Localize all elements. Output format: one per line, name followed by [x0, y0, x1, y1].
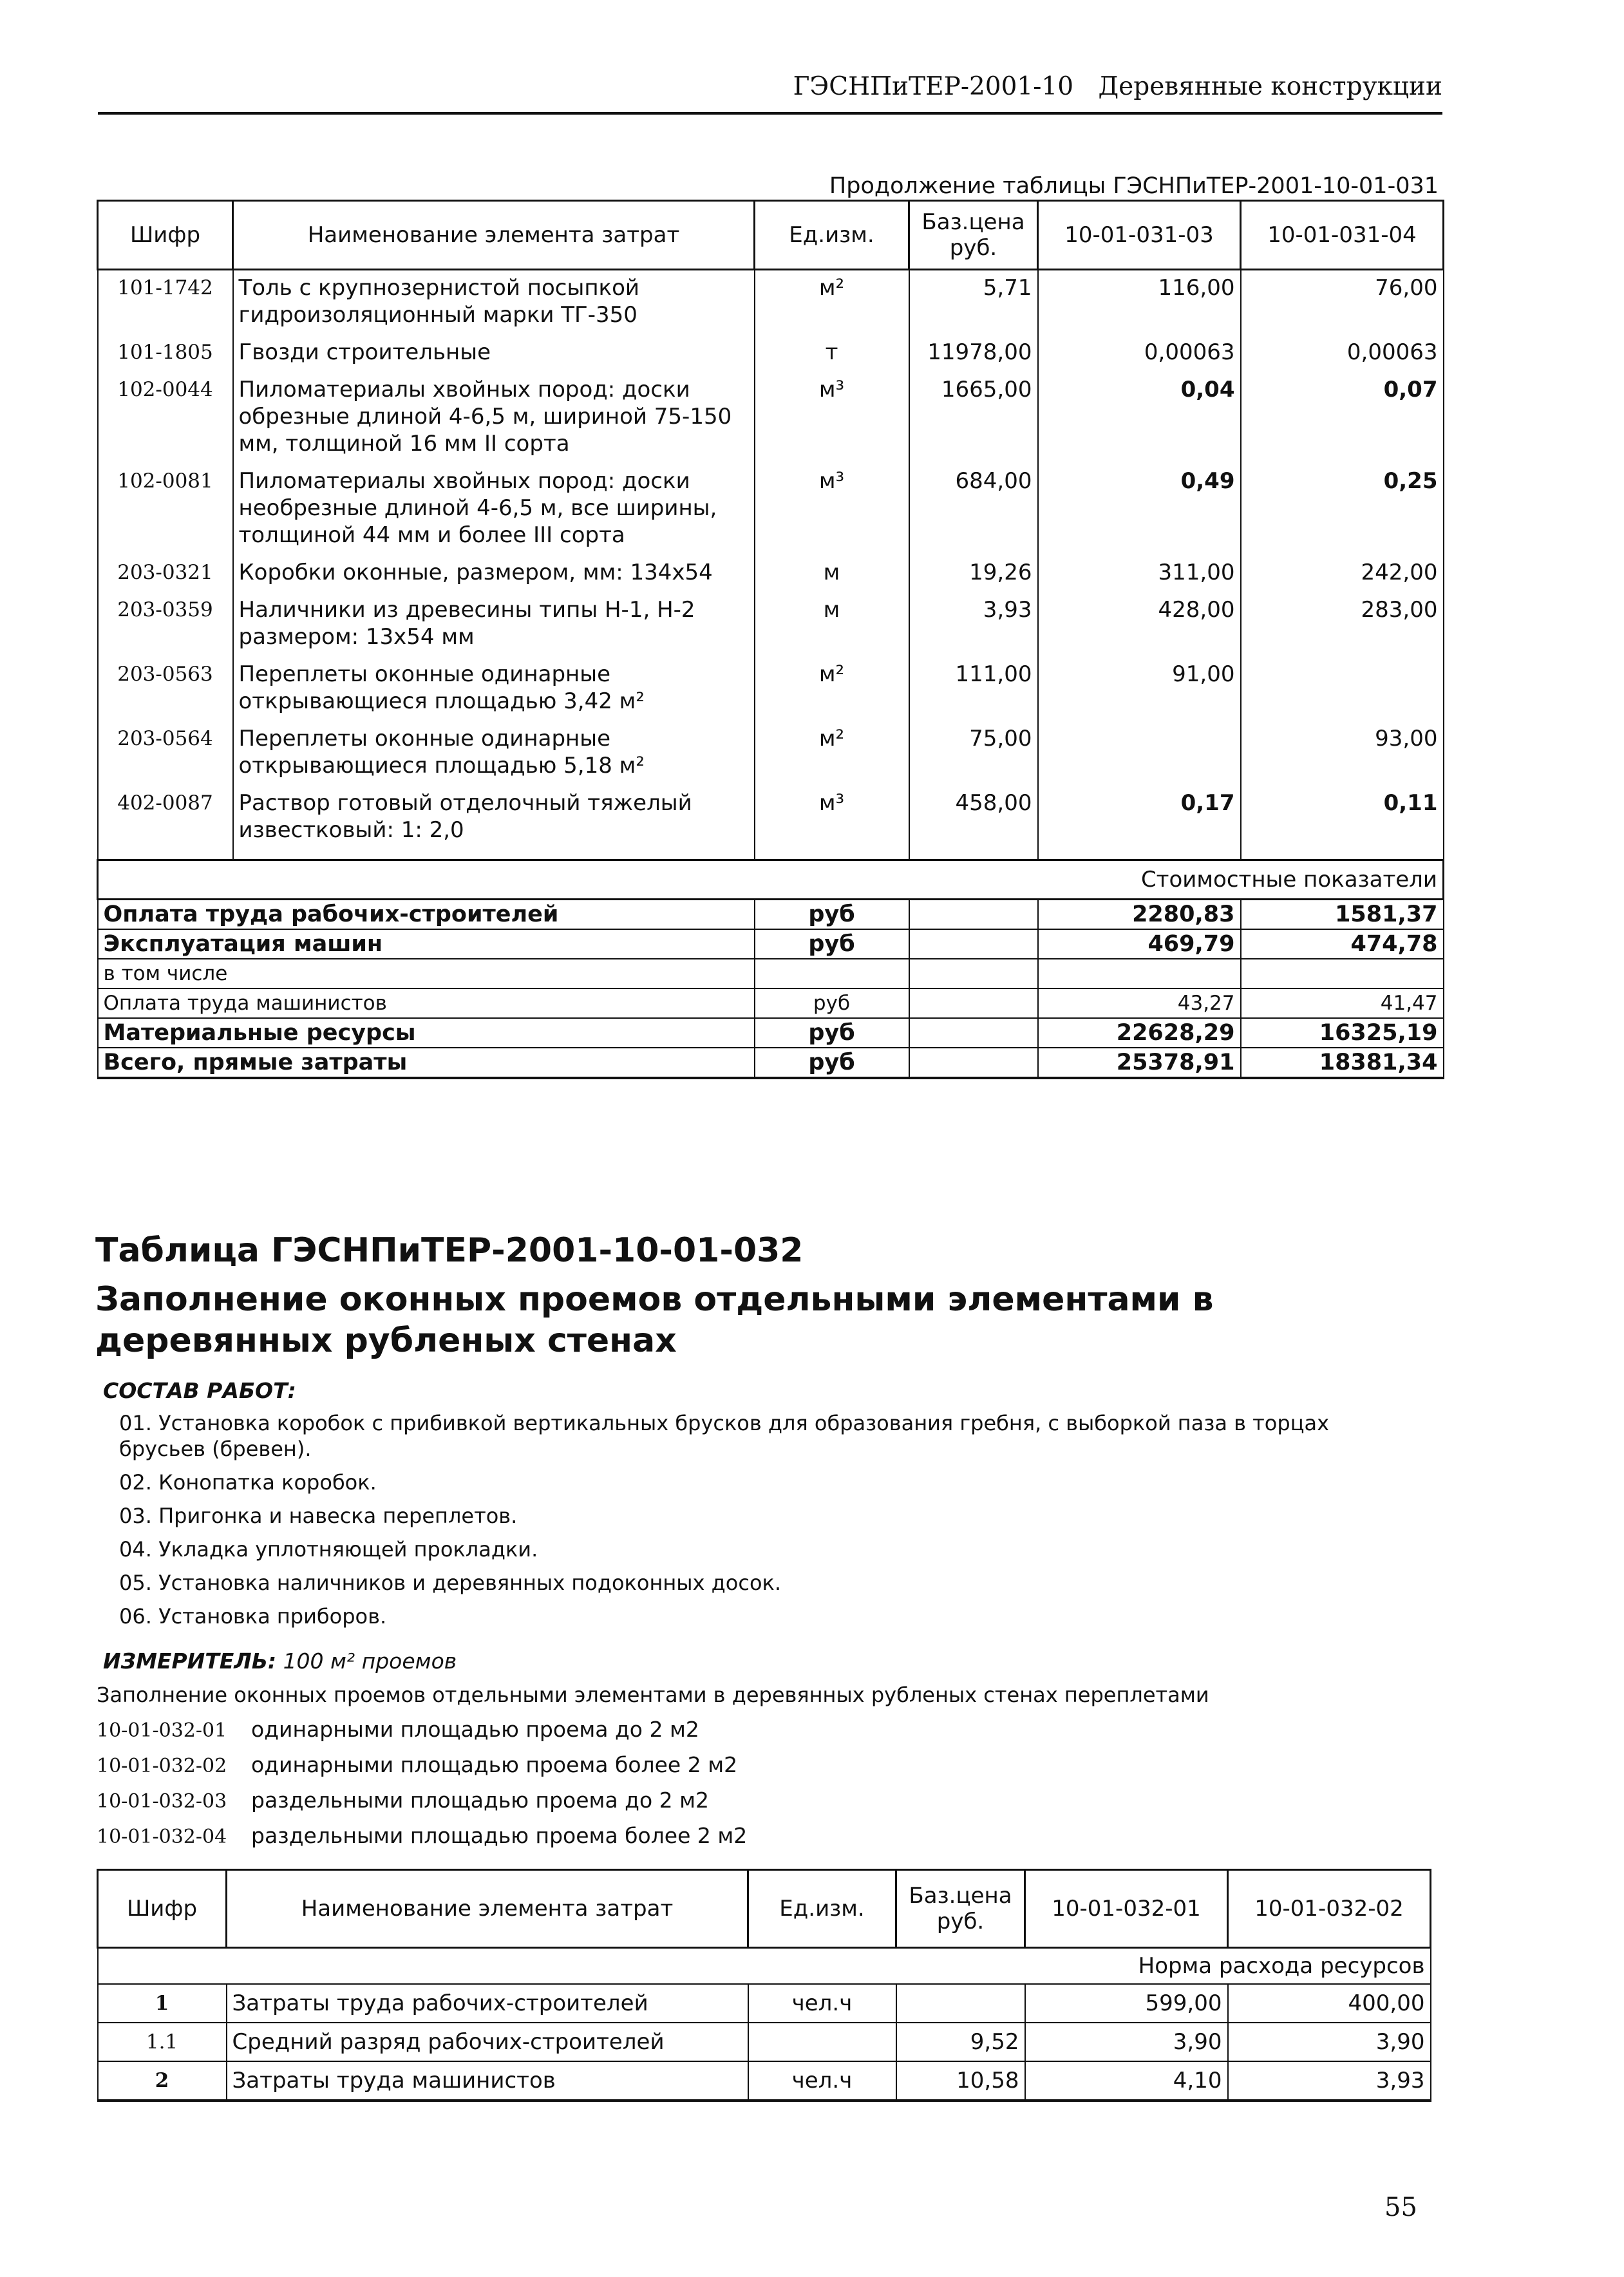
row-unit: [748, 2023, 896, 2061]
work-item: 04. Укладка уплотняющей прокладки.: [119, 1537, 538, 1562]
summary-price-empty: [909, 1048, 1038, 1078]
row-name: Раствор готовый отделочный тяжелый известковый: 1: 2,0: [233, 786, 755, 860]
header-title: Деревянные конструкции: [1098, 72, 1442, 101]
row-unit: м: [755, 555, 909, 592]
table-body: [98, 270, 1444, 1079]
row-name: Затраты труда машинистов: [227, 2061, 748, 2101]
row-value-1: 599,00: [1025, 1984, 1228, 2023]
code-item: [97, 1717, 747, 1752]
summary-value-1: 43,27: [1038, 988, 1241, 1018]
summary-row: [98, 959, 1444, 988]
row-value-2: 3,90: [1228, 2023, 1431, 2061]
row-code: 2: [98, 2061, 227, 2101]
row-code: 402-0087: [98, 786, 233, 860]
row-name: Пиломатериалы хвойных пород: доски обрезные длиной 4-6,5 м, шириной 75-150 мм, толщиной 16 мм II сорта: [233, 372, 755, 464]
column-header-unit: Ед.изм.: [748, 1870, 896, 1948]
table-row: [98, 721, 1444, 786]
row-price: 3,93: [909, 592, 1038, 657]
code-item: [97, 1788, 747, 1823]
row-price: 75,00: [909, 721, 1038, 786]
row-value-2: 0,00063: [1241, 335, 1444, 372]
column-header-code: Шифр: [98, 201, 233, 270]
row-unit: м²: [755, 721, 909, 786]
code-item-text: раздельными площадью проема более 2 м2: [251, 1823, 748, 1848]
summary-value-1: 22628,29: [1038, 1018, 1241, 1048]
table-title: Таблица ГЭСНПиТЕР-2001-10-01-032: [95, 1231, 804, 1270]
summary-name: Оплата труда рабочих-строителей: [98, 900, 755, 930]
summary-name: Оплата труда машинистов: [98, 988, 755, 1018]
summary-value-2: 18381,34: [1241, 1048, 1444, 1078]
row-unit: м²: [755, 270, 909, 335]
summary-unit: руб: [755, 1018, 909, 1048]
summary-price-empty: [909, 988, 1038, 1018]
summary-row: [98, 988, 1444, 1018]
row-code: 102-0044: [98, 372, 233, 464]
table-header-row: [98, 201, 1444, 270]
row-value-2: 242,00: [1241, 555, 1444, 592]
code-item-code: 10-01-032-02: [97, 1755, 227, 1777]
row-price: 11978,00: [909, 335, 1038, 372]
work-item: 01. Установка коробок с прибивкой вертикальных брусков для образования гребня, с выборкой паза в торцах брусьев (бревен).: [119, 1411, 1330, 1461]
row-price: 5,71: [909, 270, 1038, 335]
column-header-name: Наименование элемента затрат: [233, 201, 755, 270]
code-item-code: 10-01-032-04: [97, 1826, 227, 1848]
code-item: [97, 1823, 747, 1858]
column-header-price: Баз.цена руб.: [909, 201, 1038, 270]
summary-name: Материальные ресурсы: [98, 1018, 755, 1048]
code-list: [97, 1717, 747, 1858]
cost-label-row: [98, 860, 1444, 900]
table-row: [98, 2061, 1431, 2101]
row-value-1: 3,90: [1025, 2023, 1228, 2061]
summary-unit: руб: [755, 988, 909, 1018]
column-header-price: Баз.цена руб.: [896, 1870, 1025, 1948]
code-item-code: 10-01-032-01: [97, 1719, 227, 1742]
column-header-unit: Ед.изм.: [755, 201, 909, 270]
meter-value: 100 м² проемов: [283, 1649, 457, 1674]
column-header-variant-1: 10-01-031-03: [1038, 201, 1241, 270]
norm-label: Норма расхода ресурсов: [98, 1948, 1431, 1985]
table-continuation-caption: Продолжение таблицы ГЭСНПиТЕР-2001-10-01-031: [829, 173, 1439, 199]
summary-value-1: 25378,91: [1038, 1048, 1241, 1078]
row-price: 9,52: [896, 2023, 1025, 2061]
code-item-text: одинарными площадью проема до 2 м2: [251, 1717, 699, 1742]
row-value-2: 0,25: [1241, 464, 1444, 555]
summary-value-2: [1241, 959, 1444, 988]
row-value-1: 4,10: [1025, 2061, 1228, 2101]
resources-table-031: [97, 200, 1444, 1079]
row-code: 1.1: [98, 2023, 227, 2061]
norm-label-row: [98, 1948, 1431, 1985]
summary-name: Эксплуатация машин: [98, 929, 755, 959]
row-unit: м³: [755, 786, 909, 860]
row-code: 101-1742: [98, 270, 233, 335]
works-label: СОСТАВ РАБОТ:: [103, 1378, 296, 1403]
summary-price-empty: [909, 929, 1038, 959]
works-list: [119, 1410, 1407, 1637]
row-value-2: 400,00: [1228, 1984, 1431, 2023]
summary-value-1: [1038, 959, 1241, 988]
row-name: Переплеты оконные одинарные открывающиеся площадью 5,18 м²: [233, 721, 755, 786]
row-code: 101-1805: [98, 335, 233, 372]
row-value-1: 91,00: [1038, 657, 1241, 721]
row-value-2: 0,07: [1241, 372, 1444, 464]
row-value-1: 428,00: [1038, 592, 1241, 657]
table-row: [98, 270, 1444, 335]
work-item: 03. Пригонка и навеска переплетов.: [119, 1504, 518, 1528]
work-item: 06. Установка приборов.: [119, 1604, 387, 1629]
row-code: 1: [98, 1984, 227, 2023]
meter-line: [103, 1649, 457, 1674]
code-item-text: раздельными площадью проема до 2 м2: [251, 1788, 710, 1813]
row-value-1: 311,00: [1038, 555, 1241, 592]
row-code: 203-0563: [98, 657, 233, 721]
row-code: 102-0081: [98, 464, 233, 555]
row-value-1: 0,49: [1038, 464, 1241, 555]
summary-price-empty: [909, 1018, 1038, 1048]
row-value-2: 283,00: [1241, 592, 1444, 657]
meter-label: ИЗМЕРИТЕЛЬ:: [103, 1649, 277, 1674]
summary-value-2: 16325,19: [1241, 1018, 1444, 1048]
summary-unit: руб: [755, 1048, 909, 1078]
row-price: 19,26: [909, 555, 1038, 592]
row-unit: чел.ч: [748, 2061, 896, 2101]
summary-unit: руб: [755, 929, 909, 959]
row-code: 203-0359: [98, 592, 233, 657]
row-value-1: 0,00063: [1038, 335, 1241, 372]
row-value-2: 93,00: [1241, 721, 1444, 786]
table-row: [98, 335, 1444, 372]
row-name: Коробки оконные, размером, мм: 134х54: [233, 555, 755, 592]
row-price: 1665,00: [909, 372, 1038, 464]
work-item: 02. Конопатка коробок.: [119, 1470, 377, 1495]
summary-unit: руб: [755, 900, 909, 930]
table-row: [98, 555, 1444, 592]
table-row: [98, 592, 1444, 657]
work-item: 05. Установка наличников и деревянных подоконных досок.: [119, 1571, 782, 1595]
column-header-variant-1: 10-01-032-01: [1025, 1870, 1228, 1948]
summary-value-2: 41,47: [1241, 988, 1444, 1018]
row-value-2: 76,00: [1241, 270, 1444, 335]
row-name: Гвозди строительные: [233, 335, 755, 372]
row-unit: м³: [755, 464, 909, 555]
row-value-2: 3,93: [1228, 2061, 1431, 2101]
row-unit: т: [755, 335, 909, 372]
column-header-name: Наименование элемента затрат: [227, 1870, 748, 1948]
row-name: Затраты труда рабочих-строителей: [227, 1984, 748, 2023]
summary-name: в том числе: [98, 959, 755, 988]
summary-price-empty: [909, 959, 1038, 988]
row-price: [896, 1984, 1025, 2023]
table-row: [98, 2023, 1431, 2061]
row-price: 458,00: [909, 786, 1038, 860]
row-name: Переплеты оконные одинарные открывающиеся площадью 3,42 м²: [233, 657, 755, 721]
row-value-1: 0,17: [1038, 786, 1241, 860]
code-item: [97, 1752, 747, 1788]
fill-description: Заполнение оконных проемов отдельными элементами в деревянных рубленых стенах переплетами: [97, 1683, 1209, 1707]
row-value-1: [1038, 721, 1241, 786]
summary-value-2: 474,78: [1241, 929, 1444, 959]
column-header-variant-2: 10-01-031-04: [1241, 201, 1444, 270]
summary-name: Всего, прямые затраты: [98, 1048, 755, 1078]
row-name: Пиломатериалы хвойных пород: доски необрезные длиной 4-6,5 м, все ширины, толщиной 44 мм и более III сорта: [233, 464, 755, 555]
code-item-text: одинарными площадью проема более 2 м2: [251, 1752, 738, 1777]
header-code: ГЭСНПиТЕР-2001-10: [793, 72, 1074, 101]
cost-label: Стоимостные показатели: [98, 860, 1444, 900]
row-price: 684,00: [909, 464, 1038, 555]
table-row: [98, 1984, 1431, 2023]
summary-value-2: 1581,37: [1241, 900, 1444, 930]
row-name: Толь с крупнозернистой посыпкой гидроизоляционный марки ТГ-350: [233, 270, 755, 335]
row-price: 111,00: [909, 657, 1038, 721]
column-header-variant-2: 10-01-032-02: [1228, 1870, 1431, 1948]
row-unit: м²: [755, 657, 909, 721]
summary-row: [98, 900, 1444, 930]
table-subtitle: Заполнение оконных проемов отдельными элементами в деревянных рубленых стенах: [95, 1280, 1214, 1360]
table-row: [98, 786, 1444, 860]
row-code: 203-0564: [98, 721, 233, 786]
row-value-1: 116,00: [1038, 270, 1241, 335]
summary-row: [98, 929, 1444, 959]
summary-row: [98, 1048, 1444, 1078]
column-header-code: Шифр: [98, 1870, 227, 1948]
summary-price-empty: [909, 900, 1038, 930]
row-code: 203-0321: [98, 555, 233, 592]
row-name: Наличники из древесины типы Н-1, Н-2 размером: 13х54 мм: [233, 592, 755, 657]
row-value-1: 0,04: [1038, 372, 1241, 464]
page-number: 55: [1384, 2193, 1417, 2222]
table-header-row: [98, 1870, 1431, 1948]
row-value-2: 0,11: [1241, 786, 1444, 860]
summary-unit: [755, 959, 909, 988]
row-value-2: [1241, 657, 1444, 721]
resources-table-032: [97, 1869, 1431, 2102]
table-row: [98, 464, 1444, 555]
row-unit: чел.ч: [748, 1984, 896, 2023]
table-row: [98, 372, 1444, 464]
row-unit: м³: [755, 372, 909, 464]
table-row: [98, 657, 1444, 721]
summary-value-1: 469,79: [1038, 929, 1241, 959]
code-item-code: 10-01-032-03: [97, 1790, 227, 1813]
row-unit: м: [755, 592, 909, 657]
summary-value-1: 2280,83: [1038, 900, 1241, 930]
table-body: [98, 1948, 1431, 2101]
row-name: Средний разряд рабочих-строителей: [227, 2023, 748, 2061]
running-header: [98, 72, 1442, 115]
summary-row: [98, 1018, 1444, 1048]
row-price: 10,58: [896, 2061, 1025, 2101]
